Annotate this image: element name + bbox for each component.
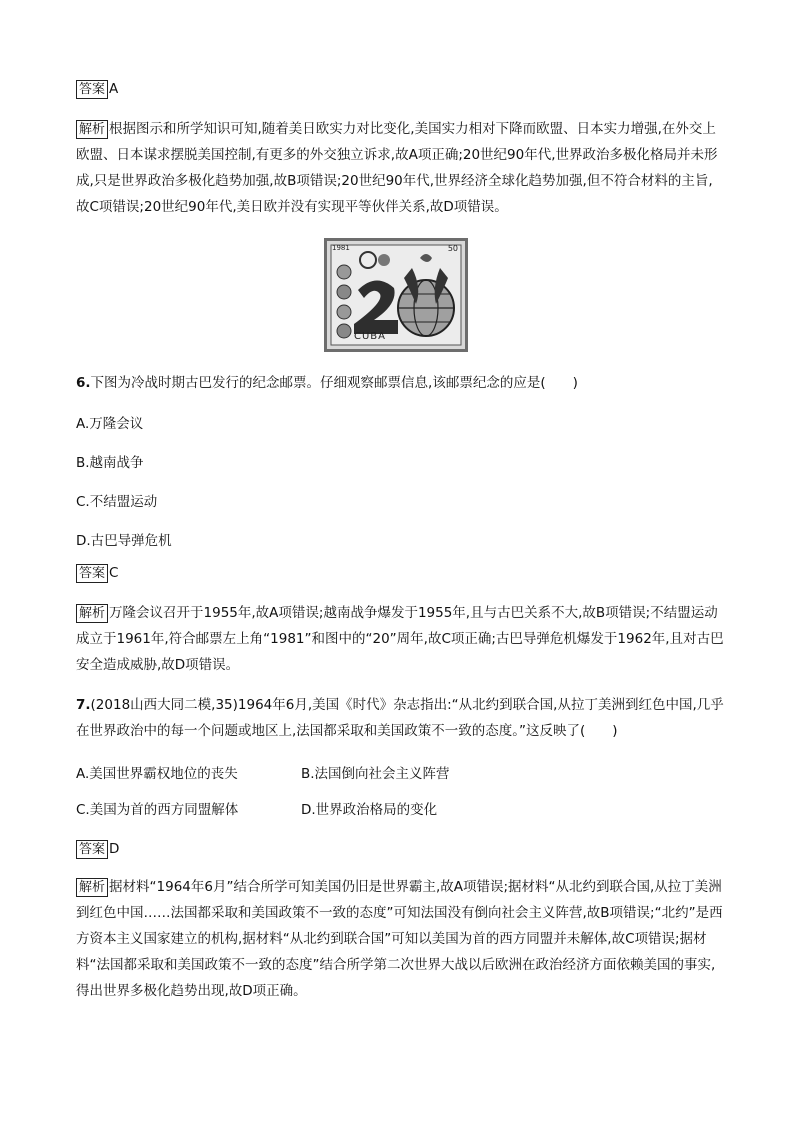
q7-option-d: D.世界政治格局的变化 [301,802,438,818]
analysis-tag: 解析 [76,604,108,623]
q7-answer-line [76,836,726,862]
q7-analysis [76,874,726,1004]
answer-tag: 答案 [76,80,108,99]
cuba-stamp-image [324,238,468,352]
analysis-text: 据材料“1964年6月”结合所学可知美国仍旧是世界霸主,故A项错误;据材料“从北约到联合国,从拉丁美洲到红色中国……法国都采取和美国政策不一致的态度”可知法国没有倒向社会主义阵营,故B项错误;“北约”是西方资本主义国家建立的机构,据材料“从北约到联合国”可知以美国为首的西方同盟并未解体,故C项错误;据材料“法国都采取和美国政策不一致的态度”结合所学第二次世界大战以后欧洲在政治经济方面依赖美国的事实,得出世界多极化趋势出现,故D项正确。 [76,879,723,999]
q6-option-c: C.不结盟运动 [76,494,158,510]
q7-stem [76,692,726,744]
q7-option-c: C.美国为首的西方同盟解体 [76,802,239,818]
q6-analysis [76,600,726,678]
q6-stem [76,370,726,396]
q6-option-b: B.越南战争 [76,455,144,471]
analysis-tag: 解析 [76,878,108,897]
q7-option-a: A.美国世界霸权地位的丧失 [76,766,238,782]
q7-option-b: B.法国倒向社会主义阵营 [301,766,450,782]
q5-analysis [76,116,726,220]
stamp-year-text: 1981 [332,244,350,252]
question-text: 下图为冷战时期古巴发行的纪念邮票。仔细观察邮票信息,该邮票纪念的应是( ) [90,375,578,391]
analysis-text: 万隆会议召开于1955年,故A项错误;越南战争爆发于1955年,且与古巴关系不大,故B项错误;不结盟运动成立于1961年,符合邮票左上角“1981”和图中的“20”周年,故C项正确;古巴导弹危机爆发于1962年,且对古巴安全造成威胁,故D项错误。 [76,605,724,673]
question-text: (2018山西大同二模,35)1964年6月,美国《时代》杂志指出:“从北约到联合国,从拉丁美洲到红色中国,几乎在世界政治中的每一个问题或地区上,法国都采取和美国政策不一致的态度。”这反映了( ) [76,697,724,739]
answer-value: A [109,81,119,97]
analysis-text: 根据图示和所学知识可知,随着美日欧实力对比变化,美国实力相对下降而欧盟、日本实力增强,在外交上欧盟、日本谋求摆脱美国控制,有更多的外交独立诉求,故A项正确;20世纪90年代,世界政治多极化格局并未形成,只是世界政治多极化趋势加强,故B项错误;20世纪90年代,世界经济全球化趋势加强,但不符合材料的主旨,故C项错误;20世纪90年代,美日欧并没有实现平等伙伴关系,故D项错误。 [76,121,718,215]
question-number: 7. [76,697,91,713]
q6-option-d: D.古巴导弹危机 [76,533,172,549]
answer-tag: 答案 [76,564,108,583]
q5-answer-line [76,76,726,102]
analysis-tag: 解析 [76,120,108,139]
stamp-value-text: 50 [447,244,458,253]
answer-value: C [109,565,119,581]
stamp-country-text: CUBA [354,331,387,342]
answer-value: D [109,841,120,857]
q6-option-a: A.万隆会议 [76,416,144,432]
question-number: 6. [76,375,91,391]
answer-tag: 答案 [76,840,108,859]
q6-answer-line [76,560,726,586]
